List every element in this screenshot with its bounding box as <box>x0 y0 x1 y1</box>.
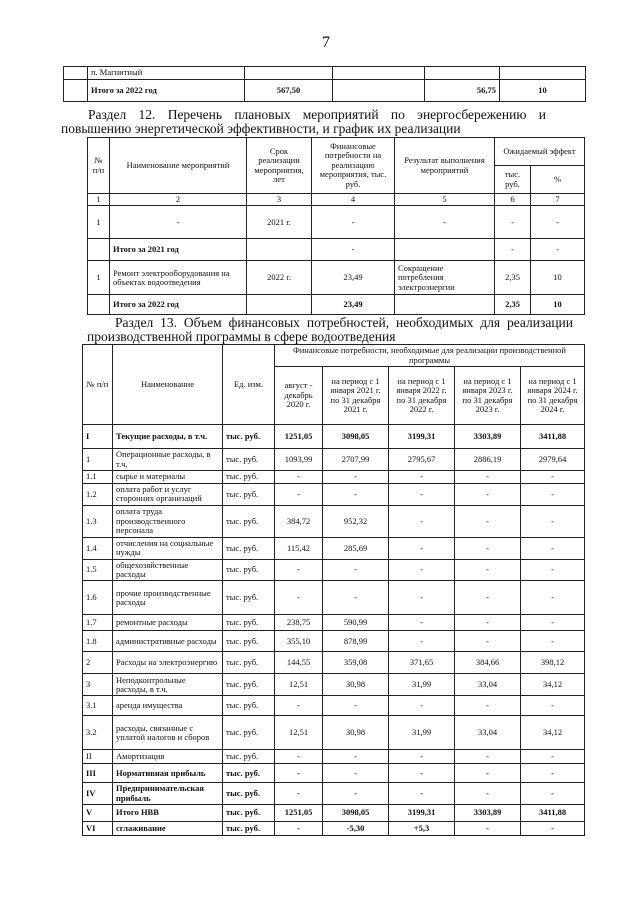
row-value: - <box>323 696 389 716</box>
col-number: 6 <box>495 194 531 206</box>
row-value: - <box>521 615 585 631</box>
table-row <box>83 449 585 471</box>
row-value: - <box>389 505 455 537</box>
table-row <box>83 484 585 506</box>
row-num: 1.2 <box>83 484 113 506</box>
table-row <box>83 631 585 652</box>
section12-title: Раздел 12. Перечень плановых мероприятий по энергосбережению и повышению энергетической эффективности, и график их реализации <box>61 107 546 136</box>
row-value: 33,04 <box>455 716 521 750</box>
row-value: 34,12 <box>521 716 585 750</box>
row-name: Предпринимательская прибыль <box>113 783 223 805</box>
row-value: 2707,99 <box>323 449 389 471</box>
header-period: на период с 1 января 2022 г. по 31 декабря 2022 г. <box>389 367 455 425</box>
row-value: 384,66 <box>455 652 521 674</box>
row-value: 371,65 <box>389 652 455 674</box>
row-name: - <box>110 206 247 239</box>
row-value: - <box>455 750 521 764</box>
header-fin: Финансовые потребности на реализацию мероприятия, тыс. руб. <box>312 138 395 194</box>
table-row <box>83 559 585 581</box>
table-row <box>83 471 585 484</box>
row-num: 3 <box>83 674 113 696</box>
row-value: - <box>323 559 389 581</box>
row-name: п. Магнитный <box>88 67 245 80</box>
col-number: 3 <box>247 194 312 206</box>
table-row <box>83 615 585 631</box>
row-value: - <box>389 484 455 506</box>
row-value: - <box>389 783 455 805</box>
row-name: административные расходы <box>113 631 223 652</box>
row-value: 12,51 <box>275 716 323 750</box>
row-name: оплата труда производственного персонала <box>113 505 223 537</box>
row-effect-pct: 10 <box>531 261 585 295</box>
row-value: - <box>389 631 455 652</box>
row-name: общехозяйственные расходы <box>113 559 223 581</box>
row-num: 1 <box>83 449 113 471</box>
row-name: оплата работ и услуг сторонних организаций <box>113 484 223 506</box>
header-name: Наименование <box>113 345 223 425</box>
table-row <box>83 696 585 716</box>
row-unit: тыс. руб. <box>223 615 275 631</box>
row-value: - <box>455 764 521 783</box>
row-fin: 23,49 <box>312 261 395 295</box>
row-value: - <box>275 581 323 615</box>
row-value: - <box>389 537 455 559</box>
row-num: I <box>83 425 113 449</box>
row-value: - <box>323 764 389 783</box>
row-name: расходы, связанные с уплатой налогов и сборов <box>113 716 223 750</box>
row-name: Нормативная прибыль <box>113 764 223 783</box>
row-name: сырье и материалы <box>113 471 223 484</box>
table-row <box>83 425 585 449</box>
table-row <box>83 783 585 805</box>
row-value: 398,12 <box>521 652 585 674</box>
header-effect-pct: % <box>531 166 585 194</box>
table-row <box>88 261 585 295</box>
row-value: 952,32 <box>323 505 389 537</box>
row-name: Итого за 2022 год <box>110 295 247 315</box>
row-effect-rub: - <box>495 206 531 239</box>
row-value: - <box>389 559 455 581</box>
row-unit: тыс. руб. <box>223 581 275 615</box>
row-unit: тыс. руб. <box>223 537 275 559</box>
row-unit: тыс. руб. <box>223 783 275 805</box>
row-value: 31,99 <box>389 716 455 750</box>
row-name: Итого за 2022 год <box>88 80 245 102</box>
row-value: +5,3 <box>389 822 455 836</box>
row-name: ремонтные расходы <box>113 615 223 631</box>
row-value: 12,51 <box>275 674 323 696</box>
row-name: Операционные расходы, в т.ч. <box>113 449 223 471</box>
row-value: - <box>521 581 585 615</box>
column-numbers <box>88 194 585 206</box>
row-value: - <box>455 822 521 836</box>
header-effect-rub: тыс. руб. <box>495 166 531 194</box>
row-unit: тыс. руб. <box>223 652 275 674</box>
col-number: 4 <box>312 194 395 206</box>
row-unit: тыс. руб. <box>223 696 275 716</box>
row-value: 2979,64 <box>521 449 585 471</box>
row-name: аренда имущества <box>113 696 223 716</box>
row-unit: тыс. руб. <box>223 484 275 506</box>
row-unit: тыс. руб. <box>223 425 275 449</box>
row-unit: тыс. руб. <box>223 631 275 652</box>
table-row <box>83 581 585 615</box>
row-num: 3.2 <box>83 716 113 750</box>
row-value: -5,30 <box>323 822 389 836</box>
header-result: Результат выполнения мероприятий <box>395 138 495 194</box>
table-row <box>83 505 585 537</box>
row-unit: тыс. руб. <box>223 449 275 471</box>
row-value: 34,12 <box>521 674 585 696</box>
row-value: - <box>275 484 323 506</box>
table-row <box>83 750 585 764</box>
row-result: Сокращение потребления электроэнергии <box>395 261 495 295</box>
table-row <box>83 537 585 559</box>
row-value: - <box>455 783 521 805</box>
table-row <box>83 805 585 822</box>
row-value: - <box>275 696 323 716</box>
row-value: - <box>455 696 521 716</box>
row-value: 3098,05 <box>323 425 389 449</box>
header-num: № п/п <box>88 138 110 194</box>
row-value: - <box>455 615 521 631</box>
row-value: 359,08 <box>323 652 389 674</box>
header-unit: Ед. изм. <box>223 345 275 425</box>
row-value: - <box>389 471 455 484</box>
header-effect: Ожидаемый эффект <box>495 138 585 166</box>
table-row <box>83 822 585 836</box>
row-value: 878,99 <box>323 631 389 652</box>
row-value: 384,72 <box>275 505 323 537</box>
row-value: 3303,89 <box>455 805 521 822</box>
row-num: II <box>83 750 113 764</box>
table-row <box>83 652 585 674</box>
row-effect-pct: - <box>531 206 585 239</box>
row-value: - <box>323 750 389 764</box>
row-unit: тыс. руб. <box>223 716 275 750</box>
table-row <box>83 674 585 696</box>
header-period: август - декабрь 2020 г. <box>275 367 323 425</box>
row-num: 1.8 <box>83 631 113 652</box>
row-name: Ремонт электрооборудования на объектах водоотведения <box>110 261 247 295</box>
table-row <box>88 239 585 261</box>
row-name: прочие производственные расходы <box>113 581 223 615</box>
table-row <box>83 764 585 783</box>
row-value: - <box>323 484 389 506</box>
row-value: 30,98 <box>323 674 389 696</box>
row-unit: тыс. руб. <box>223 559 275 581</box>
row-num: 3.1 <box>83 696 113 716</box>
header-num: № п/п <box>83 345 113 425</box>
row-value: 31,99 <box>389 674 455 696</box>
row-unit: тыс. руб. <box>223 674 275 696</box>
row-name: Расходы на электроэнергию <box>113 652 223 674</box>
table-row <box>64 80 586 102</box>
row-num: 1 <box>88 206 110 239</box>
row-value: 1093,99 <box>275 449 323 471</box>
row-value: - <box>521 484 585 506</box>
row-value: - <box>455 581 521 615</box>
page-number: 7 <box>322 34 330 51</box>
row-value: - <box>323 471 389 484</box>
row-value: 3199,31 <box>389 805 455 822</box>
row-value: 3411,88 <box>521 425 585 449</box>
row-effect-pct: 10 <box>531 295 585 315</box>
row-unit: тыс. руб. <box>223 750 275 764</box>
row-unit: тыс. руб. <box>223 805 275 822</box>
row-name: Итого за 2021 год <box>110 239 247 261</box>
col-number: 7 <box>531 194 585 206</box>
row-value: - <box>323 783 389 805</box>
row-value: - <box>455 559 521 581</box>
row-value: - <box>275 783 323 805</box>
header-term: Срок реализации мероприятия, лет <box>247 138 312 194</box>
row-num: 1.5 <box>83 559 113 581</box>
effect-value: 56,75 <box>425 80 500 102</box>
row-value: - <box>455 631 521 652</box>
row-fin: - <box>312 239 395 261</box>
header-period: на период с 1 января 2024 г. по 31 декабря 2024 г. <box>521 367 585 425</box>
table-row <box>64 67 586 80</box>
table-row <box>88 206 585 239</box>
row-value: - <box>521 696 585 716</box>
row-value: - <box>455 505 521 537</box>
row-num: 1.6 <box>83 581 113 615</box>
row-value: - <box>389 696 455 716</box>
row-value: - <box>521 559 585 581</box>
row-num: 1.7 <box>83 615 113 631</box>
row-value: - <box>275 750 323 764</box>
col-number: 1 <box>88 194 110 206</box>
header-name: Наименование мероприятий <box>110 138 247 194</box>
row-effect-rub: 2,35 <box>495 261 531 295</box>
row-num: V <box>83 805 113 822</box>
row-num: 1 <box>88 261 110 295</box>
row-unit: тыс. руб. <box>223 471 275 484</box>
row-unit: тыс. руб. <box>223 822 275 836</box>
effect-pct: 10 <box>500 80 586 102</box>
table-row <box>88 295 585 315</box>
header-period: на период с 1 января 2021 г. по 31 декабря 2021 г. <box>323 367 389 425</box>
row-num: 1.3 <box>83 505 113 537</box>
row-value: - <box>389 615 455 631</box>
row-name: Итого НВВ <box>113 805 223 822</box>
row-value: 115,42 <box>275 537 323 559</box>
row-num: III <box>83 764 113 783</box>
row-value: - <box>275 764 323 783</box>
row-value: 590,99 <box>323 615 389 631</box>
row-value: - <box>275 822 323 836</box>
row-effect-rub: - <box>495 239 531 261</box>
top-table <box>63 66 586 102</box>
row-unit: тыс. руб. <box>223 764 275 783</box>
row-name: Амортизация <box>113 750 223 764</box>
row-term: 2021 г. <box>247 206 312 239</box>
row-value: 1251,05 <box>275 425 323 449</box>
row-value: - <box>455 471 521 484</box>
row-name: Неподконтрольные расходы, в т.ч. <box>113 674 223 696</box>
row-value: 3199,31 <box>389 425 455 449</box>
fin-value: 567,50 <box>245 80 333 102</box>
row-num: IV <box>83 783 113 805</box>
row-value: 1251,05 <box>275 805 323 822</box>
row-unit: тыс. руб. <box>223 505 275 537</box>
row-fin: 23,49 <box>312 295 395 315</box>
row-value: - <box>521 822 585 836</box>
row-name: Текущие расходы, в т.ч. <box>113 425 223 449</box>
row-value: 3098,05 <box>323 805 389 822</box>
section13-table <box>82 344 585 836</box>
row-value: - <box>275 559 323 581</box>
row-value: 2795,67 <box>389 449 455 471</box>
col-number: 2 <box>110 194 247 206</box>
row-value: - <box>323 581 389 615</box>
row-value: - <box>275 471 323 484</box>
row-value: - <box>521 505 585 537</box>
row-num: 1.4 <box>83 537 113 559</box>
row-value: - <box>389 750 455 764</box>
row-value: - <box>521 750 585 764</box>
row-num: VI <box>83 822 113 836</box>
row-value: 355,10 <box>275 631 323 652</box>
row-value: 285,69 <box>323 537 389 559</box>
row-value: 2886,19 <box>455 449 521 471</box>
row-term: 2022 г. <box>247 261 312 295</box>
row-value: - <box>455 484 521 506</box>
row-value: - <box>521 631 585 652</box>
table-row <box>83 716 585 750</box>
section12-table <box>87 137 585 315</box>
row-num: 1.1 <box>83 471 113 484</box>
row-value: 30,98 <box>323 716 389 750</box>
row-value: - <box>389 764 455 783</box>
header-period: на период с 1 января 2023 г. по 31 декабря 2023 г. <box>455 367 521 425</box>
row-effect-pct: - <box>531 239 585 261</box>
row-fin: - <box>312 206 395 239</box>
row-value: 33,04 <box>455 674 521 696</box>
row-value: 238,75 <box>275 615 323 631</box>
header-group: Финансовые потребности, необходимые для реализации производственной программы <box>275 345 585 367</box>
row-num: 2 <box>83 652 113 674</box>
row-effect-rub: 2,35 <box>495 295 531 315</box>
row-name: сглаживание <box>113 822 223 836</box>
row-value: - <box>389 581 455 615</box>
row-value: - <box>521 764 585 783</box>
row-value: 144,55 <box>275 652 323 674</box>
row-value: 3303,89 <box>455 425 521 449</box>
row-value: - <box>455 537 521 559</box>
col-number: 5 <box>395 194 495 206</box>
row-result: - <box>395 206 495 239</box>
row-value: - <box>521 783 585 805</box>
row-value: 3411,88 <box>521 805 585 822</box>
row-value: - <box>521 537 585 559</box>
section13-title: Раздел 13. Объем финансовых потребностей, необходимых для реализации производственной программы в сфере водоотведения <box>87 315 573 344</box>
row-name: отчисления на социальные нужды <box>113 537 223 559</box>
row-value: - <box>521 471 585 484</box>
